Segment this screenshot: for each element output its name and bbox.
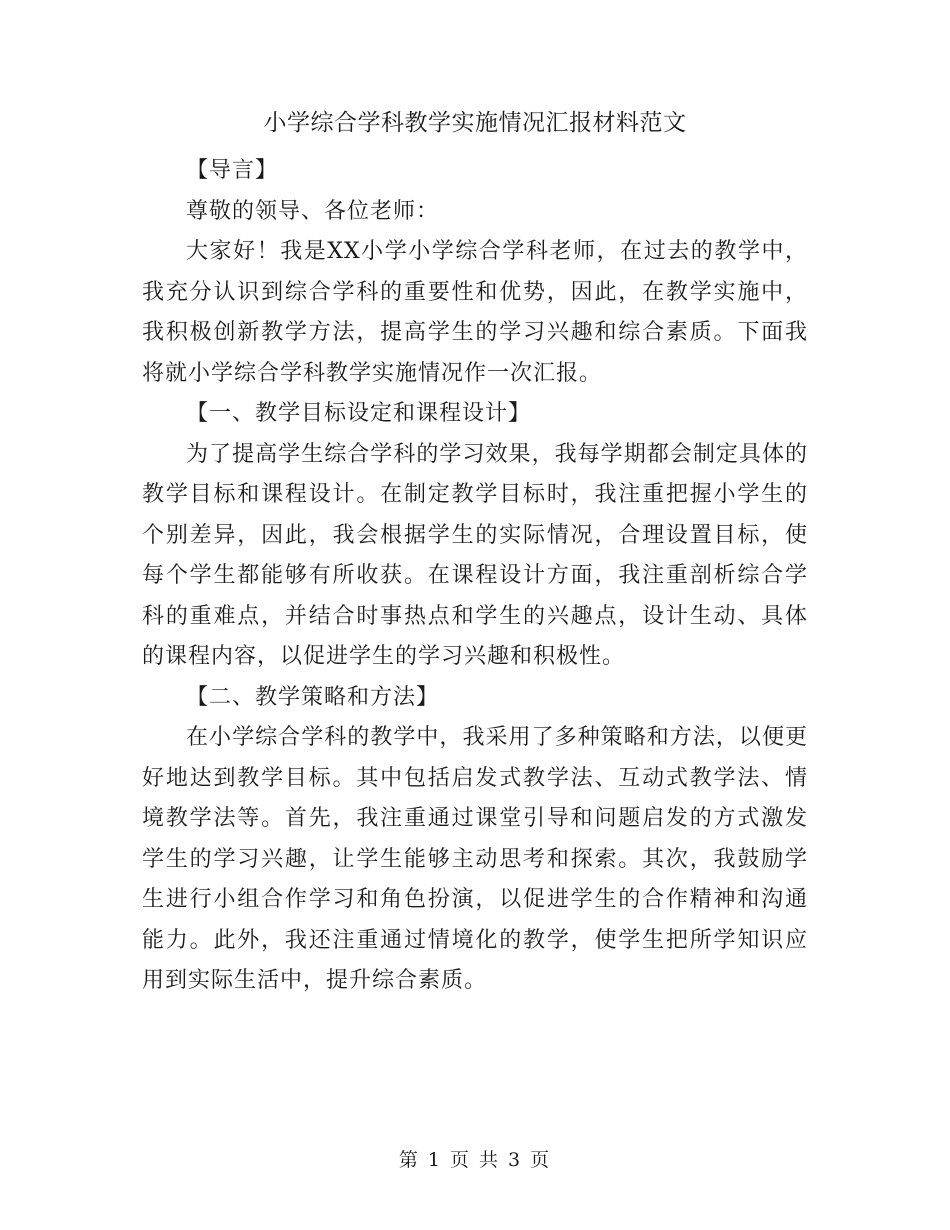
footer-total-pages: 3	[508, 1149, 523, 1171]
section-heading-goals: 【一、教学目标设定和课程设计】	[186, 401, 532, 426]
document-body	[142, 151, 808, 1002]
paragraph-goals: 为了提高学生综合学科的学习效果，我每学期都会制定具体的教学目标和课程设计。在制定教学目标时，我注重把握小学生的个别差异，因此，我会根据学生的实际情况，合理设置目标，使每个学生都能够有所收获。在课程设计方面，我注重剖析综合学科的重难点，并结合时事热点和学生的兴趣点，设计生动、具体的课程内容，以促进学生的学习兴趣和积极性。	[142, 441, 808, 669]
paragraph-strategies: 在小学综合学科的教学中，我采用了多种策略和方法，以便更好地达到教学目标。其中包括启发式教学法、互动式教学法、情境教学法等。首先，我注重通过课堂引导和问题启发的方式激发学生的学习兴趣，让学生能够主动思考和探索。其次，我鼓励学生进行小组合作学习和角色扮演，以促进学生的合作精神和沟通能力。此外，我还注重通过情境化的教学，使学生把所学知识应用到实际生活中，提升综合素质。	[142, 725, 808, 993]
footer-prefix: 第	[398, 1149, 420, 1171]
section-heading-strategies: 【二、教学策略和方法】	[186, 684, 440, 710]
footer-middle: 页 共	[449, 1149, 501, 1171]
section-heading-intro: 【导言】	[186, 158, 279, 183]
footer-suffix: 页	[530, 1149, 552, 1171]
salutation: 尊敬的领导、各位老师：	[186, 198, 440, 224]
footer-page-number: 1	[427, 1149, 442, 1171]
page-footer	[0, 1146, 950, 1174]
document-title: 小学综合学科教学实施情况汇报材料范文	[263, 110, 687, 136]
paragraph-introduction: 大家好！我是XX小学小学综合学科老师，在过去的教学中，我充分认识到综合学科的重要性和优势，因此，在教学实施中，我积极创新教学方法，提高学生的学习兴趣和综合素质。下面我将就小学综合学科教学实施情况作一次汇报。	[142, 239, 808, 386]
